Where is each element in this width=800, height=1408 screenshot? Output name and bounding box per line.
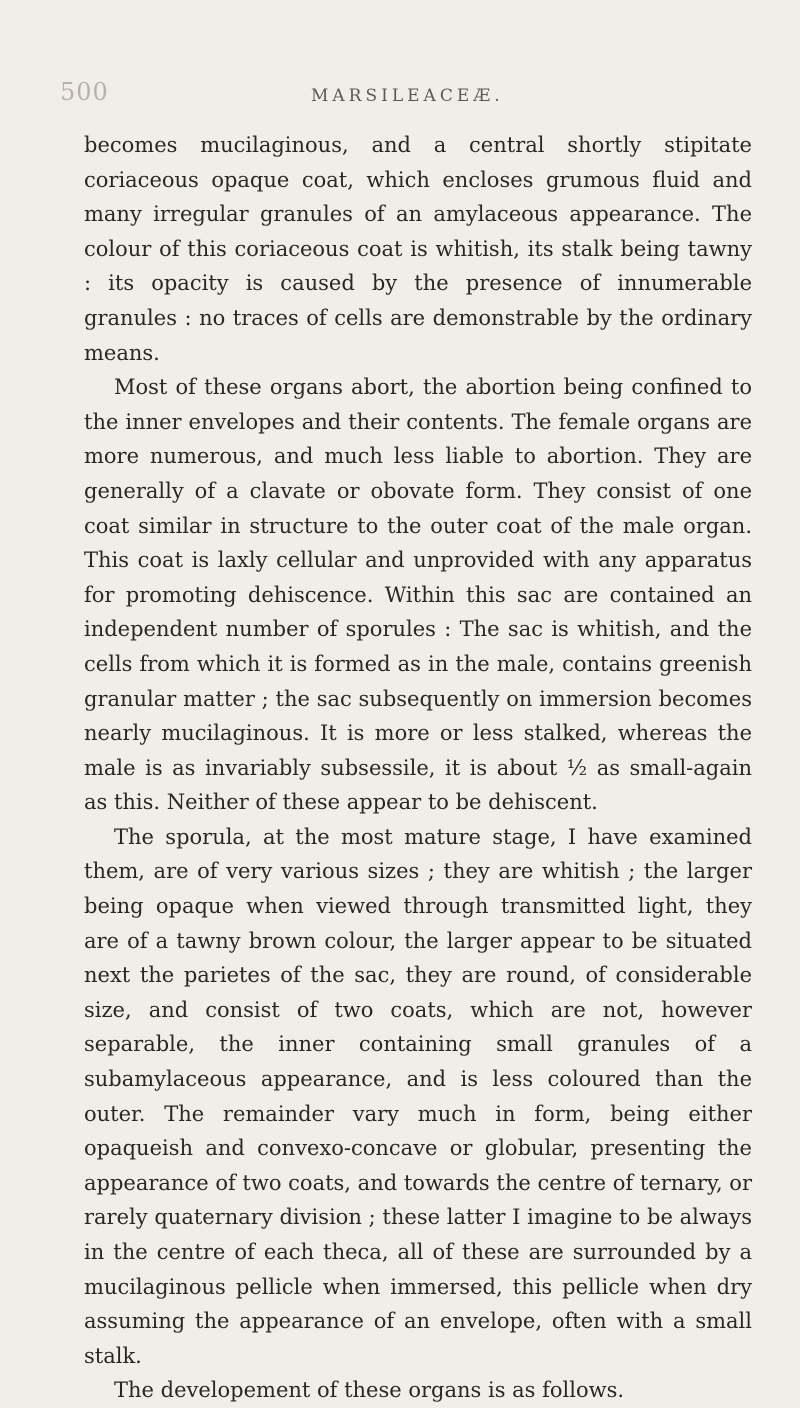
running-head: MARSILEACEÆ. [311, 86, 504, 106]
paragraph-2: Most of these organs abort, the abortion being confined to the inner envelopes and their contents. The female organs are more numerous, and much less liable to abortion. They are generally of a clavate or obovate form. They consist of one coat similar in structure to the outer coat of the male organ. This coat is laxly cellular and unprovided with any apparatus for promoting dehiscence. Within this sac are contained an independent number of sporules : The sac is whitish, and the cells from which it is formed as in the male, contains greenish granular matter ; the sac subsequently on immersion becomes nearly mucilaginous. It is more or less stalked, whereas the male is as invariably subsessile, it is about ½ as small-again as this. Neither of these appear to be dehiscent. [84, 375, 752, 815]
paragraph-4: The developement of these organs is as follows. [114, 1378, 625, 1403]
paragraph-3: The sporula, at the most mature stage, I have examined them, are of very various sizes ; they are whitish ; the larger being opaque when viewed through transmitted light, they are of a tawny brown colour, the larger appear to be situated next the parietes of the sac, they are round, of considerable size, and consist of two coats, which are not, however separable, the inner containing small granules of a subamylaceous appearance, and is less coloured than the outer. The remainder vary much in form, being either opaqueish and convexo-concave or globular, presenting the appearance of two coats, and towards the centre of ternary, or rarely quaternary division ; these latter I imagine to be always in the centre of each theca, all of these are surrounded by a mucilaginous pellicle when immersed, this pellicle when dry assuming the appearance of an envelope, often with a small stalk. [84, 824, 752, 1368]
page-header [60, 78, 746, 114]
body-text [84, 128, 752, 1408]
paragraph-1: becomes mucilaginous, and a central shortly stipitate coriaceous opaque coat, which encloses grumous fluid and many irregular granules of an amylaceous appearance. The colour of this coriaceous coat is whitish, its stalk being tawny : its opacity is caused by the presence of innumerable granules : no traces of cells are demonstrable by the ordinary means. [84, 133, 752, 365]
page-number: 500 [60, 78, 109, 106]
